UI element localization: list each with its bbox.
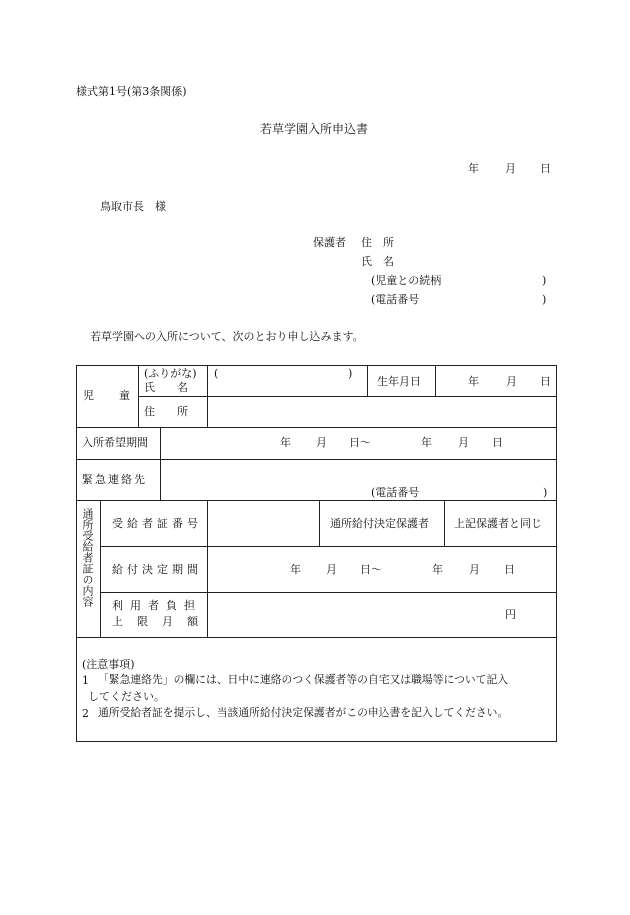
period-from-year: 年 <box>280 436 291 449</box>
guardian-name-label: 氏 名 <box>361 255 394 268</box>
date-month: 月 <box>505 162 516 175</box>
guardian-phone-label: (電話番号 <box>371 293 420 306</box>
birth-year: 年 <box>468 375 479 388</box>
note-1-text: 「緊急連絡先」の欄には、日中に連絡のつく保護者等の自宅又は職場等について記入 <box>98 673 509 686</box>
child-address-label: 住 所 <box>144 405 188 418</box>
note-2-text: 通所受給者証を提示し、当該通所給付決定保護者がこの申込書を記入してください。 <box>98 706 509 719</box>
emergency-phone-close: ) <box>543 486 548 499</box>
addressee: 鳥取市長 様 <box>100 200 166 213</box>
guardian-label: 保護者 <box>313 236 346 249</box>
decision-to-day: 日 <box>504 563 515 576</box>
decision-from-day: 日〜 <box>360 563 382 576</box>
birthdate-label: 生年月日 <box>377 375 421 388</box>
period-to-month: 月 <box>458 436 469 449</box>
intro-text: 若草学園への入所について、次のとおり申し込みます。 <box>90 330 364 343</box>
form-number: 様式第1号(第3条関係) <box>76 85 187 98</box>
certificate-number-label: 受給者証番号 <box>112 517 202 530</box>
decision-to-year: 年 <box>432 563 443 576</box>
certificate-section-label: 通所受給者証の内容 <box>81 508 94 607</box>
decision-from-year: 年 <box>290 563 301 576</box>
decision-to-month: 月 <box>469 563 480 576</box>
decision-from-month: 月 <box>326 563 337 576</box>
decision-period-label: 給付決定期間 <box>112 563 202 576</box>
period-from-day: 日〜 <box>349 436 371 449</box>
note-1-number: 1 <box>82 674 89 687</box>
furigana-close: ) <box>348 367 353 380</box>
birth-month: 月 <box>506 375 517 388</box>
child-name-label: 氏 名 <box>144 381 188 394</box>
relationship-close: ) <box>542 274 547 287</box>
same-as-above-text: 上記保護者と同じ <box>454 517 542 530</box>
yen-unit: 円 <box>505 608 516 621</box>
birth-day: 日 <box>540 375 551 388</box>
furigana-open: ( <box>214 367 219 380</box>
guardian-address-label: 住 所 <box>361 236 394 249</box>
form-title: 若草学園入所申込書 <box>260 122 369 136</box>
limit-label-line2: 上限月額 <box>112 615 212 628</box>
relationship-label: (児童との続柄 <box>371 274 442 287</box>
note-2-number: 2 <box>82 707 89 720</box>
note-1-continuation: してください。 <box>88 690 165 703</box>
furigana-label: (ふりがな) <box>144 367 197 380</box>
guardian-phone-close: ) <box>542 293 547 306</box>
decision-guardian-label: 通所給付決定保護者 <box>330 517 429 530</box>
child-label: 児 童 <box>83 389 131 402</box>
period-from-month: 月 <box>316 436 327 449</box>
limit-label-line1: 利用者負担 <box>112 599 202 612</box>
period-to-day: 日 <box>492 436 503 449</box>
desired-period-label: 入所希望期間 <box>82 436 148 449</box>
date-day: 日 <box>540 162 551 175</box>
emergency-contact-label: 緊急連絡先 <box>82 473 147 486</box>
emergency-phone-label: (電話番号 <box>371 486 420 499</box>
date-year: 年 <box>468 162 479 175</box>
notes-heading: (注意事項) <box>82 658 135 671</box>
period-to-year: 年 <box>421 436 432 449</box>
